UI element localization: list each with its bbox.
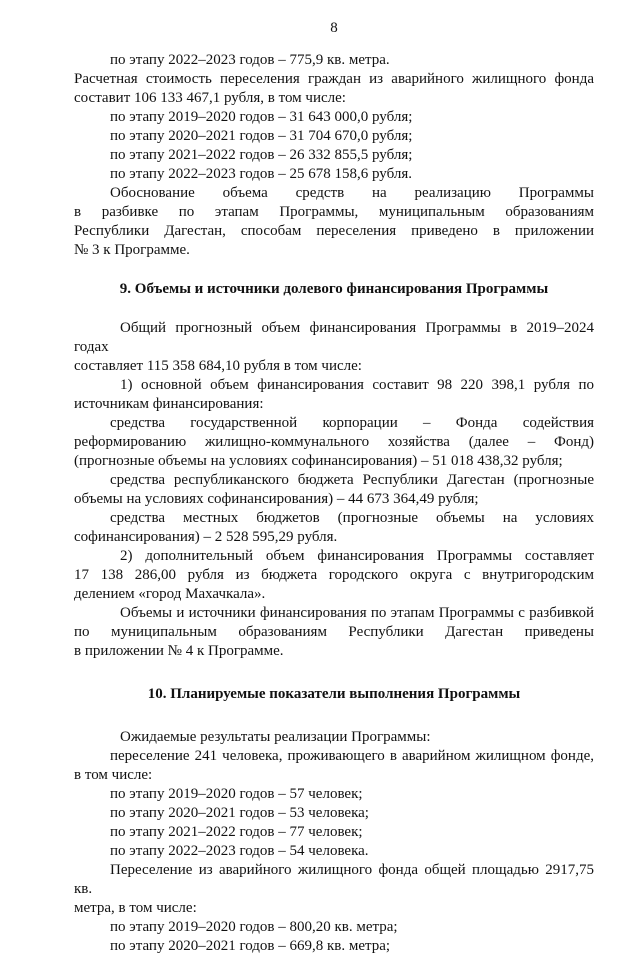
text-line: Объемы и источники финансирования по этапам Программы с разбивкой (120, 605, 594, 621)
section-10-heading: 10. Планируемые показатели выполнения Программы (147, 686, 521, 702)
text-line: составляет 115 358 684,10 рубля в том числе: (74, 358, 362, 374)
stages-block (74, 51, 594, 260)
text-line: по этапу 2019–2020 годов – 800,20 кв. метра; (110, 919, 398, 935)
text-line: Обоснование объема средств на реализацию Программы (110, 185, 594, 201)
text-line: по этапу 2022–2023 годов – 54 человека. (110, 843, 369, 859)
text-line: объемы на условиях софинансирования) – 44 673 364,49 рубля; (74, 491, 479, 507)
text-line: по этапу 2020–2021 годов – 669,8 кв. метра; (110, 938, 391, 954)
text-line: 2) дополнительный объем финансирования Программы составляет (120, 548, 594, 564)
text-line: по этапу 2022–2023 годов – 775,9 кв. метра. (110, 52, 390, 68)
text-line: по муниципальным образованиям Республики Дагестан приведены (74, 624, 594, 640)
text-line: по этапу 2021–2022 годов – 26 332 855,5 рубля; (110, 147, 413, 163)
text-line: по этапу 2020–2021 годов – 31 704 670,0 рубля; (110, 128, 413, 144)
text-line: Ожидаемые результаты реализации Программы: (120, 729, 431, 745)
text-line: 1) основной объем финансирования составит 98 220 398,1 рубля по (120, 377, 594, 393)
text-line: по этапу 2022–2023 годов – 25 678 158,6 рубля. (110, 166, 412, 182)
text-line: источникам финансирования: (74, 396, 264, 412)
section-9-body (74, 319, 594, 661)
text-line: переселение 241 человека, проживающего в аварийном жилищном фонде, (110, 748, 594, 764)
text-line: в разбивке по этапам Программы, муниципальным образованиям (74, 204, 594, 220)
text-line: по этапу 2019–2020 годов – 31 643 000,0 рубля; (110, 109, 413, 125)
page-number: 8 (330, 20, 338, 36)
text-line: Переселение из аварийного жилищного фонда общей площадью 2917,75 кв. (74, 862, 594, 897)
text-line: Республики Дагестан, способам переселения приведено в приложении (74, 223, 594, 239)
text-line: по этапу 2021–2022 годов – 77 человек; (110, 824, 363, 840)
section-10-body (74, 728, 594, 956)
text-line: софинансирования) – 2 528 595,29 рубля. (74, 529, 338, 545)
text-line: метра, в том числе: (74, 900, 197, 916)
text-line: составит 106 133 467,1 рубля, в том числе: (74, 90, 346, 106)
text-line: средства местных бюджетов (прогнозные объемы на условиях (110, 510, 594, 526)
text-line: по этапу 2020–2021 годов – 53 человека; (110, 805, 369, 821)
text-line: Расчетная стоимость переселения граждан из аварийного жилищного фонда (74, 71, 594, 87)
text-line: в том числе: (74, 767, 153, 783)
text-line: средства государственной корпорации – Фонда содействия (110, 415, 594, 431)
text-line: в приложении № 4 к Программе. (74, 643, 284, 659)
text-line: № 3 к Программе. (74, 242, 190, 258)
text-line: 17 138 286,00 рубля из бюджета городского округа с внутригородским (74, 567, 594, 583)
section-9-heading: 9. Объемы и источники долевого финансирования Программы (119, 281, 549, 297)
text-line: реформированию жилищно-коммунального хозяйства (далее – Фонд) (74, 434, 594, 450)
text-line: делением «город Махачкала». (74, 586, 266, 602)
text-line: Общий прогнозный объем финансирования Программы в 2019–2024 годах (74, 320, 594, 355)
text-line: по этапу 2019–2020 годов – 57 человек; (110, 786, 363, 802)
text-line: (прогнозные объемы на условиях софинансирования) – 51 018 438,32 рубля; (74, 453, 563, 469)
text-line: средства республиканского бюджета Республики Дагестан (прогнозные (110, 472, 594, 488)
